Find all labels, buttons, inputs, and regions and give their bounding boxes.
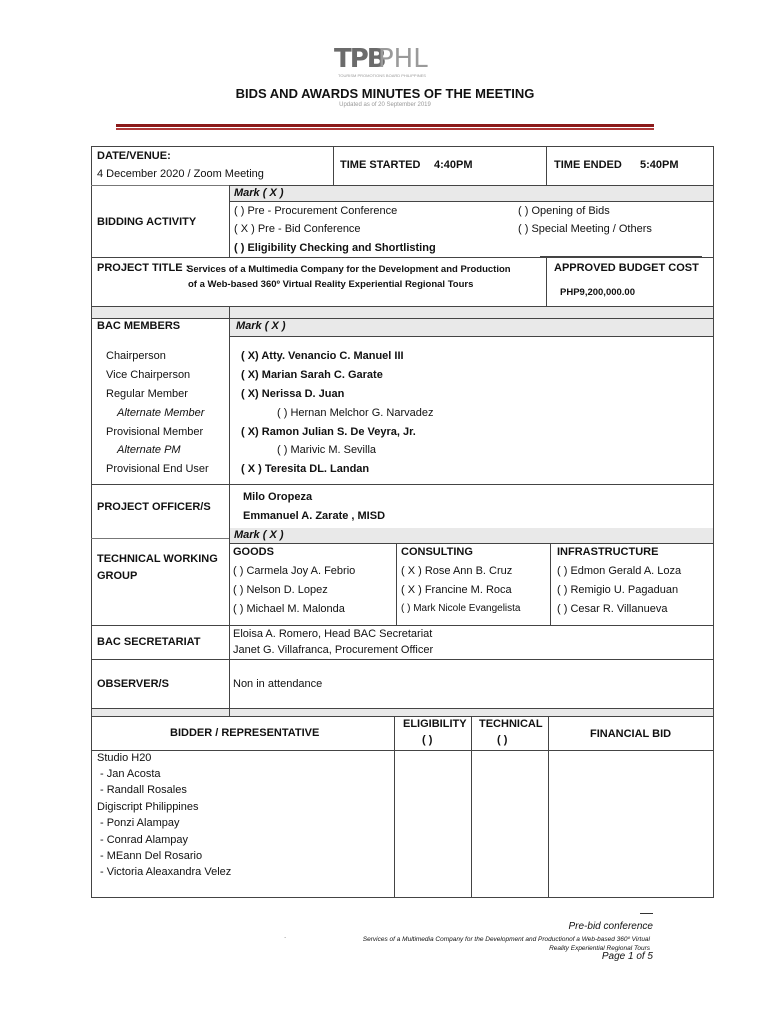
logo-bold-text: TPB: [334, 44, 385, 74]
bac-role: Alternate Member: [117, 407, 205, 419]
table-border: [333, 146, 334, 186]
bidder-line: Digiscript Philippines: [97, 801, 199, 813]
document-title: BIDS AND AWARDS MINUTES OF THE MEETING: [235, 86, 535, 101]
table-border: [91, 659, 714, 660]
bidding-option: ( ) Eligibility Checking and Shortlisting: [234, 242, 436, 254]
bac-member: ( X) Nerissa D. Juan: [241, 388, 345, 400]
time-ended-value: 5:40PM: [640, 159, 679, 171]
bac-role: Provisional Member: [106, 426, 204, 438]
technical-mark: ( ): [497, 734, 508, 746]
secretariat-name: Eloisa A. Romero, Head BAC Secretariat: [233, 628, 433, 640]
twg-mark-bar: [229, 528, 714, 543]
table-border: [546, 146, 547, 186]
table-border: [91, 625, 714, 626]
bidding-option: ( X ) Pre - Bid Conference: [234, 223, 361, 235]
bidder-line: - Conrad Alampay: [100, 834, 189, 846]
infrastructure-member: ( ) Edmon Gerald A. Loza: [557, 565, 682, 577]
eligibility-header: ELIGIBILITY: [403, 718, 467, 730]
bidder-line: - Ponzi Alampay: [100, 817, 180, 829]
tpb-logo: [334, 44, 444, 78]
table-border: [394, 716, 395, 898]
bidding-mark-bar: [229, 186, 714, 201]
goods-header: GOODS: [233, 546, 274, 558]
bidder-header: BIDDER / REPRESENTATIVE: [170, 727, 320, 739]
project-title-label: PROJECT TITLE :: [97, 262, 190, 274]
consulting-member: ( X ) Francine M. Roca: [401, 584, 512, 596]
table-border: [91, 318, 714, 319]
bac-member: ( ) Hernan Melchor G. Narvadez: [277, 407, 434, 419]
eligibility-mark: ( ): [422, 734, 433, 746]
consulting-member: ( ) Mark Nicole Evangelista: [401, 603, 521, 614]
logo-subtext: TOURISM PROMOTIONS BOARD PHILIPPINES: [338, 73, 426, 78]
table-border: [229, 306, 230, 538]
bac-member: ( X) Ramon Julian S. De Veyra, Jr.: [241, 426, 416, 438]
footer-project-line1: Services of a Multimedia Company for the Development and Productionof a Web-based 360º Virtual: [362, 936, 650, 943]
spacer-bar: [92, 306, 714, 318]
bac-member: ( X ) Teresita DL. Landan: [241, 463, 370, 475]
footer-project-line2: Reality Experiential Regional Tours: [549, 945, 650, 952]
bac-member: ( ) Marivic M. Sevilla: [277, 444, 377, 456]
table-border: [91, 484, 714, 485]
table-border: [229, 336, 714, 337]
table-border: [91, 185, 230, 186]
technical-header: TECHNICAL: [479, 718, 543, 730]
bidder-line: - Randall Rosales: [100, 784, 187, 796]
infrastructure-header: INFRASTRUCTURE: [557, 546, 659, 558]
time-ended-label: TIME ENDED: [554, 159, 622, 171]
table-border: [91, 750, 714, 751]
table-border: [713, 146, 714, 898]
table-border: [229, 538, 230, 716]
infrastructure-member: ( ) Remigio U. Pagaduan: [557, 584, 679, 596]
bidding-option: ( ) Pre - Procurement Conference: [234, 205, 398, 217]
table-border: [229, 185, 230, 258]
officer-name: Emmanuel A. Zarate , MISD: [243, 510, 386, 522]
bac-role: Regular Member: [106, 388, 188, 400]
twg-label-line2: GROUP: [97, 570, 138, 582]
twg-label-line1: TECHNICAL WORKING: [97, 553, 218, 565]
bidding-mark-label: Mark ( X ): [234, 187, 284, 199]
bidding-option: ( ) Opening of Bids: [518, 205, 610, 217]
table-border: [546, 257, 547, 306]
bac-role: Chairperson: [106, 350, 166, 362]
page-number: Page 1 of 5: [601, 951, 653, 962]
bidder-line: - MEann Del Rosario: [100, 850, 203, 862]
infrastructure-member: ( ) Cesar R. Villanueva: [557, 603, 668, 615]
table-border: [548, 716, 549, 898]
bidder-line: - Jan Acosta: [100, 768, 161, 780]
table-border: [550, 543, 551, 626]
bidding-activity-label: BIDDING ACTIVITY: [97, 216, 197, 228]
footer-conference: Pre-bid conference: [568, 921, 653, 932]
bac-mark-label: Mark ( X ): [236, 320, 286, 332]
bidder-line: - Victoria Aleaxandra Velez: [100, 866, 232, 878]
footer-rule: [640, 913, 653, 914]
project-title-line2: of a Web-based 360º Virtual Reality Experiential Regional Tours: [188, 279, 474, 290]
observers-label: OBSERVER/S: [97, 678, 169, 690]
twg-mark-label: Mark ( X ): [234, 529, 284, 541]
bidding-option: ( ) Special Meeting / Others: [518, 223, 652, 235]
date-venue-label: DATE/VENUE:: [97, 150, 171, 162]
project-title-line1: Services of a Multimedia Company for the Development and Production: [187, 264, 511, 275]
table-border: [91, 146, 92, 898]
table-border: [229, 185, 714, 186]
time-started-value: 4:40PM: [434, 159, 473, 171]
table-border: [91, 708, 714, 709]
budget-label: APPROVED BUDGET COST: [554, 262, 699, 274]
bac-member: ( X) Marian Sarah C. Garate: [241, 369, 383, 381]
bac-member: ( X) Atty. Venancio C. Manuel III: [241, 350, 404, 362]
date-venue-value: 4 December 2020 / Zoom Meeting: [97, 168, 264, 180]
table-border: [471, 716, 472, 898]
logo-light-text: PHL: [378, 44, 428, 74]
bac-role: Alternate PM: [117, 444, 181, 456]
goods-member: ( ) Michael M. Malonda: [233, 603, 345, 615]
officer-name: Milo Oropeza: [243, 491, 313, 503]
budget-value: PHP9,200,000.00: [560, 287, 636, 298]
consulting-header: CONSULTING: [401, 546, 473, 558]
financial-bid-header: FINANCIAL BID: [590, 728, 672, 740]
secretariat-label: BAC SECRETARIAT: [97, 636, 201, 648]
project-officers-label: PROJECT OFFICER/S: [97, 501, 211, 513]
table-border: [91, 306, 714, 307]
header-rule-secondary: [116, 128, 654, 130]
document-subtitle: Updated as of 20 September 2019: [339, 102, 431, 108]
goods-member: ( ) Nelson D. Lopez: [233, 584, 328, 596]
table-border: [396, 543, 397, 626]
footer-dot: ·: [284, 934, 287, 941]
table-border: [91, 538, 230, 539]
table-border: [229, 543, 714, 544]
secretariat-name: Janet G. Villafranca, Procurement Officer: [233, 644, 434, 656]
table-border: [229, 201, 714, 202]
bidder-line: Studio H20: [97, 752, 152, 764]
goods-member: ( ) Carmela Joy A. Febrio: [233, 565, 356, 577]
table-border: [91, 257, 714, 258]
time-started-label: TIME STARTED: [340, 159, 421, 171]
bac-role: Provisional End User: [106, 463, 209, 475]
bac-members-label: BAC MEMBERS: [97, 320, 181, 332]
bac-mark-bar: [229, 318, 714, 336]
observers-value: Non in attendance: [233, 678, 323, 690]
bac-role: Vice Chairperson: [106, 369, 191, 381]
consulting-member: ( X ) Rose Ann B. Cruz: [401, 565, 513, 577]
table-border: [91, 146, 714, 147]
header-rule: [116, 124, 654, 127]
table-border: [91, 716, 714, 717]
table-border: [91, 897, 714, 898]
spacer-bar-2: [92, 708, 714, 716]
